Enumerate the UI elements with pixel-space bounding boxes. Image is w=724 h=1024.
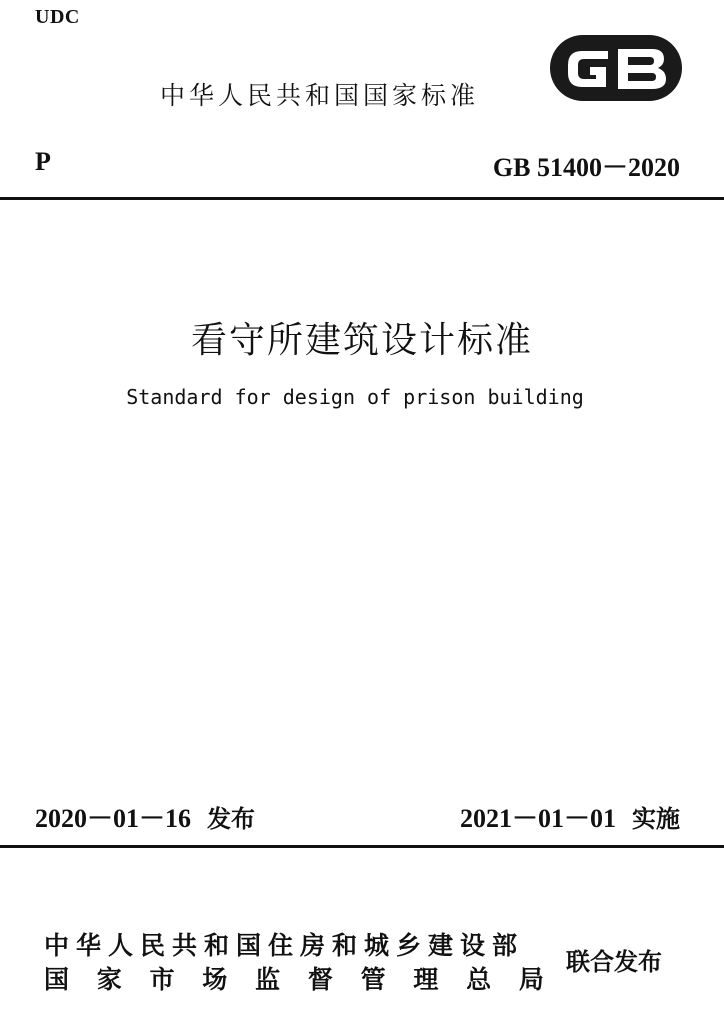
joint-release-label: 联合发布 [566,948,662,976]
issuer-char: 总 [466,965,492,994]
issuer-char: 局 [518,965,544,994]
udc-label: UDC [35,6,80,28]
issuer-char: 理 [413,965,439,994]
gb-logo [548,33,684,103]
classification-code: P [35,147,51,176]
national-standard-heading: 中华人民共和国国家标准 [160,81,480,110]
issue-date: 2020－01－16 [35,804,192,833]
gb-logo-icon [548,33,684,103]
issuer-char: 场 [202,965,228,994]
title-chinese: 看守所建筑设计标准 [190,320,533,361]
standard-number: GB 51400－2020 [492,153,680,182]
issuer-char: 督 [307,965,333,994]
issuer-char: 家 [96,965,122,994]
issue-label: 发布 [207,805,256,833]
bottom-divider [0,845,724,848]
issuer-char: 管 [360,965,386,994]
issuer-samr [44,960,544,996]
effective-label: 实施 [632,805,680,833]
issuer-mohurd: 中华人民共和国住房和城乡建设部 [44,931,525,960]
issuer-char: 监 [255,965,281,994]
issue-date-line [35,798,255,835]
effective-date: 2021－01－01 [459,804,616,833]
issuer-char: 市 [149,965,175,994]
title-english: Standard for design of prison building [126,385,584,409]
top-divider [0,197,724,200]
issuer-char: 国 [44,965,70,994]
effective-date-line [460,798,680,835]
